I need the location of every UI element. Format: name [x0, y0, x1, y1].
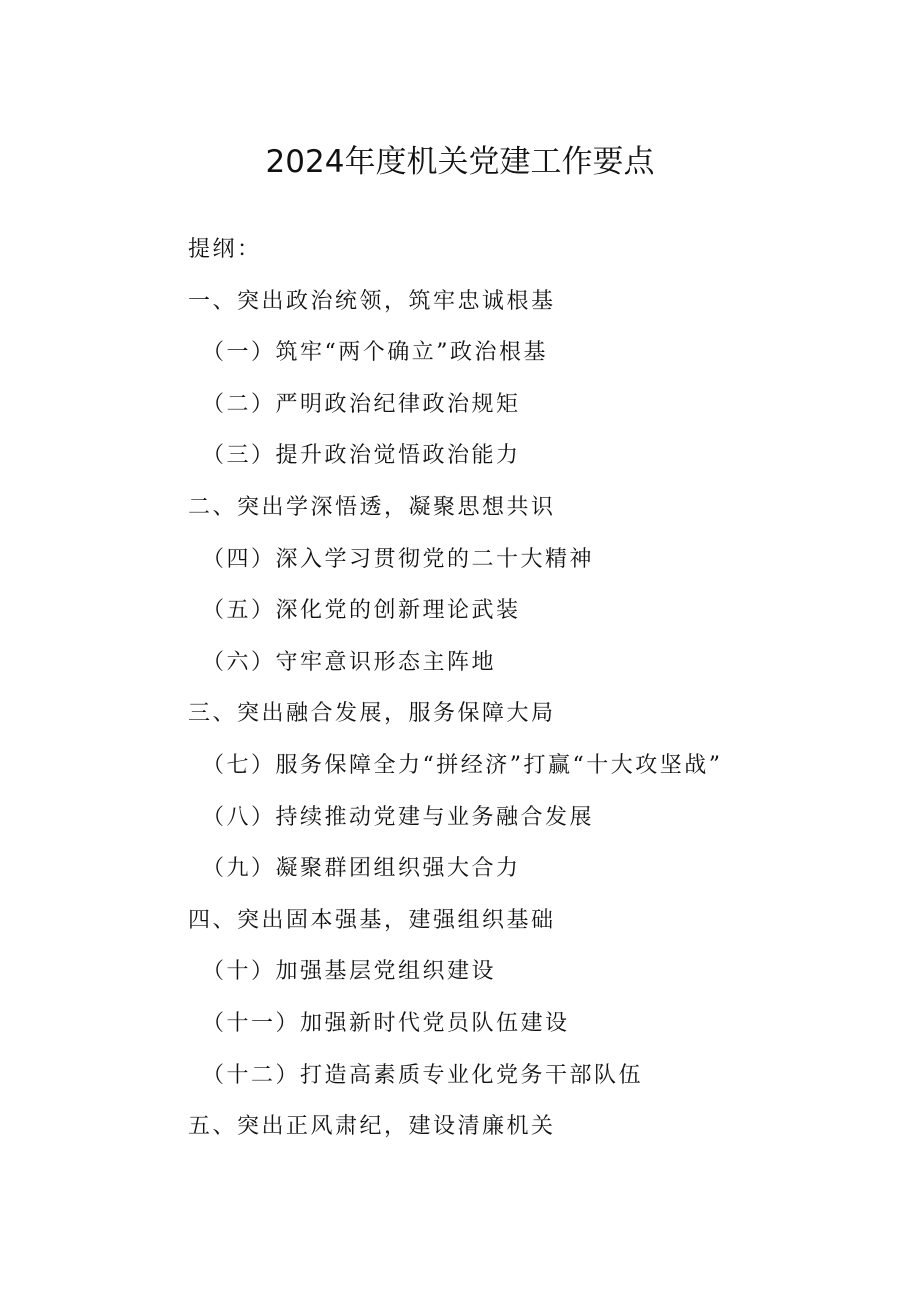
section-item: （十一）加强新时代党员队伍建设 — [202, 1010, 570, 1036]
section-item: （三）提升政治觉悟政治能力 — [202, 443, 521, 469]
section-item: （十二）打造高素质专业化党务干部队伍 — [202, 1062, 644, 1088]
section-item: （七）服务保障全力“拼经济”打赢“十大攻坚战” — [202, 752, 723, 778]
section-item: （四）深入学习贯彻党的二十大精神 — [202, 546, 595, 572]
section-item: （八）持续推动党建与业务融合发展 — [202, 804, 595, 830]
document-title: 2024年度机关党建工作要点 — [265, 144, 655, 180]
outline — [188, 232, 828, 1161]
section-item: （五）深化党的创新理论武装 — [202, 598, 521, 624]
section-item: （十）加强基层党组织建设 — [202, 959, 497, 985]
section-heading-5: 五、突出正风肃纪，建设清廉机关 — [188, 1114, 556, 1140]
section-heading-2: 二、突出学深悟透，凝聚思想共识 — [188, 494, 556, 520]
outline-label: 提纲： — [188, 237, 262, 262]
section-item: （九）凝聚群团组织强大合力 — [202, 856, 521, 882]
section-heading-1: 一、突出政治统领，筑牢忠诚根基 — [188, 288, 556, 314]
section-item: （一）筑牢“两个确立”政治根基 — [202, 340, 548, 366]
section-item: （二）严明政治纪律政治规矩 — [202, 391, 521, 417]
section-heading-4: 四、突出固本强基，建强组织基础 — [188, 907, 556, 933]
section-heading-3: 三、突出融合发展，服务保障大局 — [188, 701, 556, 727]
section-item: （六）守牢意识形态主阵地 — [202, 649, 497, 675]
